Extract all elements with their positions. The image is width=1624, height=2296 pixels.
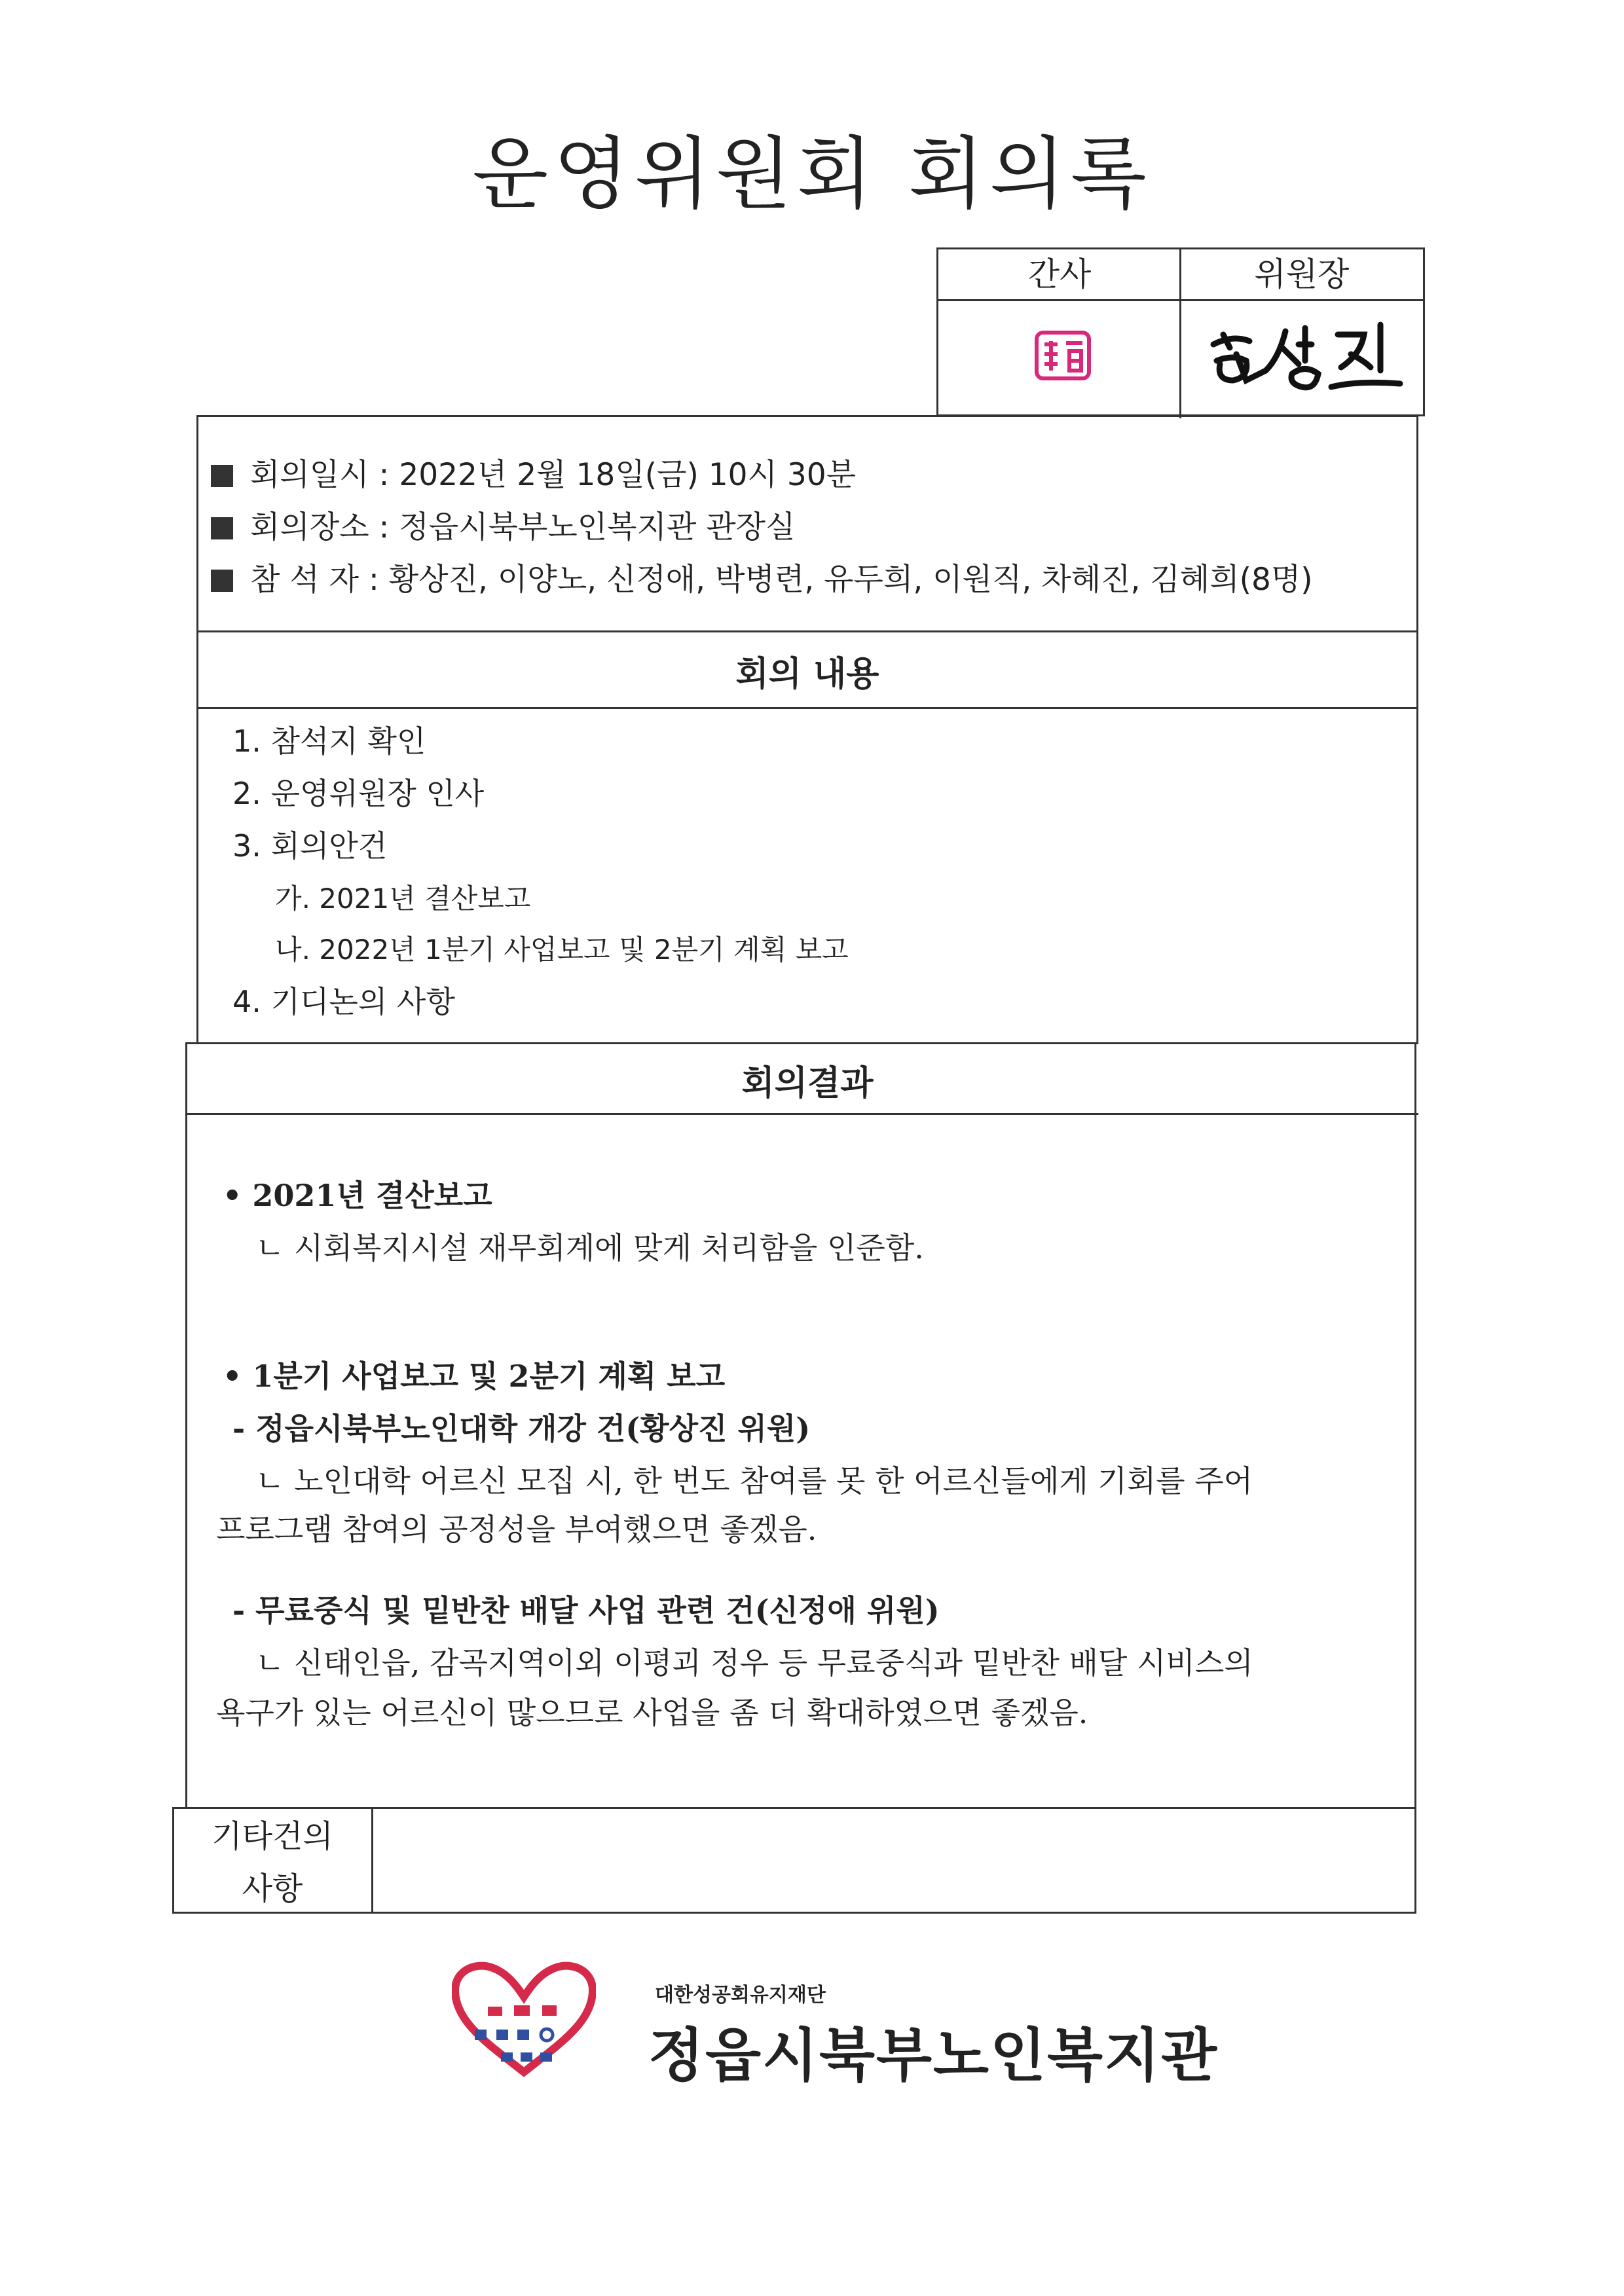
form-top-border <box>196 415 1418 417</box>
etc-right-border <box>1414 1807 1416 1913</box>
organization-name: 정읍시북부노인복지관 <box>648 2022 1219 2089</box>
results-right-border <box>1414 1042 1416 1808</box>
bullet-square-icon <box>211 517 233 539</box>
result-subtopic: - 무료중식 및 밑반찬 배달 사업 관련 건(신정애 위원) <box>232 1593 940 1628</box>
etc-label: 기타건의 사항 <box>212 1818 333 1907</box>
result-detail: ㄴ 시회복지시설 재무회계에 맞게 처리함을 인준함. <box>255 1230 924 1266</box>
welfare-center-logo-icon <box>452 1961 596 2079</box>
result-subtopic: - 정읍시북부노인대학 개강 건(황상진 위원) <box>232 1411 811 1446</box>
approval-box <box>936 247 1425 416</box>
agenda-item: 3. 회의안건 <box>232 828 388 864</box>
meeting-place: 회의장소 : 정읍시북부노인복지관 관장실 <box>211 503 796 547</box>
etc-divider <box>371 1807 373 1913</box>
form-line-5 <box>172 1807 1416 1809</box>
results-left-border <box>185 1042 187 1808</box>
result-topic: • 2021년 결산보고 <box>223 1178 492 1213</box>
result-topic: • 1분기 사업보고 및 2분기 계획 보고 <box>223 1358 726 1394</box>
chair-label: 위원장 <box>1181 249 1423 301</box>
agenda-item: 2. 운영위원장 인사 <box>232 776 485 811</box>
agenda-item: 1. 참석지 확인 <box>232 723 426 759</box>
secretary-stamp-icon <box>1030 325 1096 387</box>
form-line-4 <box>185 1113 1418 1115</box>
result-detail: ㄴ 노인대학 어르신 모집 시, 한 번도 참여를 못 한 어르신들에게 기회를 주어 <box>255 1463 1253 1499</box>
result-detail: 프로그램 참여의 공정성을 부여했으면 좋겠음. <box>216 1512 817 1547</box>
approval-divider <box>1179 249 1181 418</box>
agenda-heading: 회의 내용 <box>735 655 879 694</box>
agenda-subitem: 가. 2021년 결산보고 <box>275 883 531 915</box>
form-left-border <box>196 415 198 1044</box>
secretary-label: 간사 <box>938 249 1181 301</box>
chair-signature-icon <box>1200 308 1410 407</box>
form-line-3 <box>185 1042 1418 1044</box>
agenda-item: 4. 기디논의 사항 <box>232 984 455 1019</box>
document-title: 운영위원회 회의록 <box>472 129 1152 220</box>
bullet-square-icon <box>211 465 233 487</box>
meeting-attendees: 참 석 자 : 황상진, 이양노, 신정애, 박병련, 유두희, 이원직, 차혜진, 김혜희(8명) <box>211 555 1313 599</box>
form-line-1 <box>196 630 1418 632</box>
meeting-datetime: 회의일시 : 2022년 2월 18일(금) 10시 30분 <box>211 450 856 494</box>
form-line-2 <box>196 707 1418 709</box>
foundation-name: 대한성공회유지재단 <box>655 1984 826 2007</box>
bullet-square-icon <box>211 570 233 592</box>
result-detail: ㄴ 신태인읍, 감곡지역이외 이평괴 정우 등 무료중식과 밑반찬 배달 시비스의 <box>255 1645 1253 1681</box>
results-heading: 회의결과 <box>741 1064 874 1103</box>
result-detail: 욕구가 있는 어르신이 많으므로 사업을 좀 더 확대하였으면 좋겠음. <box>216 1695 1088 1730</box>
agenda-subitem: 나. 2022년 1분기 사업보고 및 2분기 계획 보고 <box>275 934 849 966</box>
form-right-border <box>1416 415 1418 1044</box>
